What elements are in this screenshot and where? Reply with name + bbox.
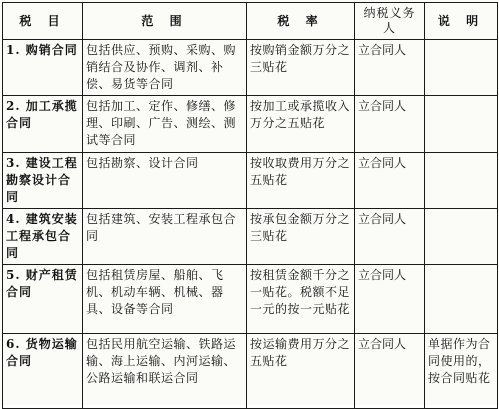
row-item: 3. 建设工程勘察设计合同 bbox=[3, 153, 83, 209]
row-item: 6. 货物运输合同 bbox=[3, 334, 83, 409]
header-scope: 范 围 bbox=[83, 3, 247, 40]
row-scope: 包括租赁房屋、船舶、飞机、机动车辆、机械、器具、设备等合同 bbox=[83, 265, 247, 334]
header-row bbox=[3, 3, 498, 40]
row-note bbox=[425, 40, 498, 96]
row-payer: 立合同人 bbox=[355, 209, 425, 265]
row-payer: 立合同人 bbox=[355, 334, 425, 409]
header-item: 税 目 bbox=[3, 3, 83, 40]
row-rate: 按购销金额万分之三贴花 bbox=[247, 40, 355, 96]
row-payer: 立合同人 bbox=[355, 96, 425, 153]
table-row bbox=[3, 96, 498, 153]
row-rate: 按承包金额万分之三贴花 bbox=[247, 209, 355, 265]
stamp-tax-table bbox=[2, 2, 498, 409]
row-item: 1. 购销合同 bbox=[3, 40, 83, 96]
row-scope: 包括建筑、安装工程承包合同 bbox=[83, 209, 247, 265]
table-row bbox=[3, 334, 498, 409]
table-row bbox=[3, 265, 498, 334]
row-item: 2. 加工承揽合同 bbox=[3, 96, 83, 153]
row-item: 4. 建筑安装工程承包合同 bbox=[3, 209, 83, 265]
row-scope: 包括供应、预购、采购、购销结合及协作、调剂、补偿、易货等合同 bbox=[83, 40, 247, 96]
table-row bbox=[3, 40, 498, 96]
row-note: 单据作为合同使用的，按合同贴花 bbox=[425, 334, 498, 409]
row-payer: 立合同人 bbox=[355, 40, 425, 96]
row-rate: 按租赁金额千分之一贴花。税额不足一元的按一元贴花 bbox=[247, 265, 355, 334]
row-payer: 立合同人 bbox=[355, 265, 425, 334]
row-scope: 包括勘察、设计合同 bbox=[83, 153, 247, 209]
row-note bbox=[425, 209, 498, 265]
row-rate: 按运输费用万分之五贴花 bbox=[247, 334, 355, 409]
header-note: 说 明 bbox=[425, 3, 498, 40]
header-payer: 纳税义务人 bbox=[355, 3, 425, 40]
row-note bbox=[425, 153, 498, 209]
row-scope: 包括加工、定作、修缮、修理、印刷、广告、测绘、测试等合同 bbox=[83, 96, 247, 153]
row-rate: 按收取费用万分之五贴花 bbox=[247, 153, 355, 209]
row-scope: 包括民用航空运输、铁路运输、海上运输、内河运输、公路运输和联运合同 bbox=[83, 334, 247, 409]
row-item: 5. 财产租赁合同 bbox=[3, 265, 83, 334]
row-note bbox=[425, 96, 498, 153]
header-rate: 税 率 bbox=[247, 3, 355, 40]
row-payer: 立合同人 bbox=[355, 153, 425, 209]
row-rate: 按加工或承揽收入万分之五贴花 bbox=[247, 96, 355, 153]
table-row bbox=[3, 153, 498, 209]
table-row bbox=[3, 209, 498, 265]
row-note bbox=[425, 265, 498, 334]
